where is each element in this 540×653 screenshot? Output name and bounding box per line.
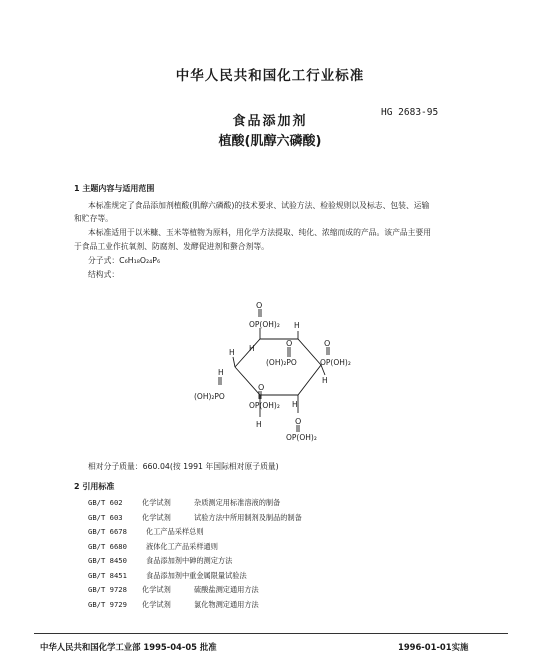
para1-line1: 本标准规定了食品添加剂植酸(肌醇六磷酸)的技术要求、试验方法、检验规则以及标志、包装、运输: [88, 201, 430, 210]
standard-header: 中华人民共和国化工行业标准: [175, 68, 365, 84]
reference-code: GB/T 602: [88, 498, 123, 507]
reference-title: 硫酸盐测定通用方法: [194, 585, 259, 594]
phytic-acid-structure: [180, 295, 380, 450]
document-title: 食品添加剂: [232, 114, 308, 129]
oxygen-mid: O: [286, 339, 293, 348]
reference-category: 化学试剂: [142, 599, 171, 609]
oxygen-bottom-mid: O: [258, 383, 265, 392]
reference-category: 化学试剂: [142, 585, 171, 594]
reference-item: [88, 498, 280, 508]
reference-code: GB/T 8451: [88, 570, 127, 580]
document-subtitle: 植酸(肌醇六磷酸): [218, 134, 322, 149]
reference-title: 试验方法中所用制剂及制品的制备: [194, 512, 302, 522]
reference-category: 化学试剂: [142, 512, 171, 522]
reference-code: GB/T 9728: [88, 585, 127, 594]
approval-note: 中华人民共和国化学工业部 1995-04-05 批准: [40, 642, 217, 652]
phosphate-mid: (OH)₂PO: [266, 358, 297, 367]
oxygen-right: O: [324, 339, 331, 348]
implementation-date: 1996-01-01实施: [398, 642, 469, 652]
reference-category: 化学试剂: [142, 498, 171, 507]
reference-code: GB/T 6680: [88, 541, 127, 551]
reference-title: 化工产品采样总则: [146, 527, 204, 536]
hydrogen-ring-top: H: [249, 344, 255, 353]
reference-item: [88, 527, 204, 537]
para1-line2: 和贮存等。: [74, 214, 113, 223]
oxygen-bottom-right: O: [295, 417, 302, 426]
reference-title: 食品添加剂中重金属限量试验法: [146, 570, 247, 580]
hydrogen-left: H: [229, 348, 235, 357]
section2-heading: 2 引用标准: [74, 482, 115, 491]
reference-title: 液体化工产品采样通则: [146, 541, 218, 551]
hydrogen-right: H: [322, 376, 328, 385]
para2-line2: 于食品工业作抗氧剂、防腐剂、发酵促进剂和螯合剂等。: [74, 242, 269, 251]
standard-number: HG 2683-95: [381, 107, 439, 118]
molecular-weight: 相对分子质量：660.04(按 1991 年国际相对原子质量): [88, 462, 279, 471]
reference-item: [88, 585, 259, 595]
section1-heading: 1 主题内容与适用范围: [74, 184, 155, 193]
hydrogen-bottom-right: H: [292, 400, 298, 409]
reference-item: [88, 542, 218, 552]
reference-code: GB/T 8450: [88, 556, 127, 565]
hydrogen-bottom: H: [256, 420, 262, 429]
oxygen-top: O: [256, 301, 263, 310]
phosphate-bottom-right: OP(OH)₂: [286, 433, 317, 442]
reference-item: [88, 513, 302, 523]
phosphate-top: OP(OH)₂: [249, 320, 280, 329]
reference-item: [88, 556, 232, 566]
hydrogen-top: H: [294, 321, 300, 330]
reference-title: 杂质测定用标准溶液的制备: [194, 498, 281, 507]
phosphate-bottom-mid: OP(OH)₂: [249, 401, 280, 410]
phosphate-left: (OH)₂PO: [194, 392, 225, 401]
footer-divider: [34, 633, 508, 634]
reference-item: [88, 571, 247, 581]
structure-label: 结构式：: [88, 270, 120, 279]
hydrogen-left-low: H: [218, 368, 224, 377]
reference-code: GB/T 6678: [88, 527, 127, 536]
reference-code: GB/T 9729: [88, 599, 127, 609]
reference-code: GB/T 603: [88, 512, 123, 522]
reference-item: [88, 600, 259, 610]
reference-title: 食品添加剂中砷的测定方法: [146, 556, 233, 565]
para2-line1: 本标准适用于以米糠、玉米等植物为原料，用化学方法提取、纯化、浓缩而成的产品。该产品主要用: [88, 228, 432, 237]
molecular-formula: 分子式：C₆H₁₈O₂₄P₆: [88, 256, 161, 265]
reference-title: 氯化物测定通用方法: [194, 599, 259, 609]
phosphate-right: OP(OH)₂: [320, 358, 351, 367]
